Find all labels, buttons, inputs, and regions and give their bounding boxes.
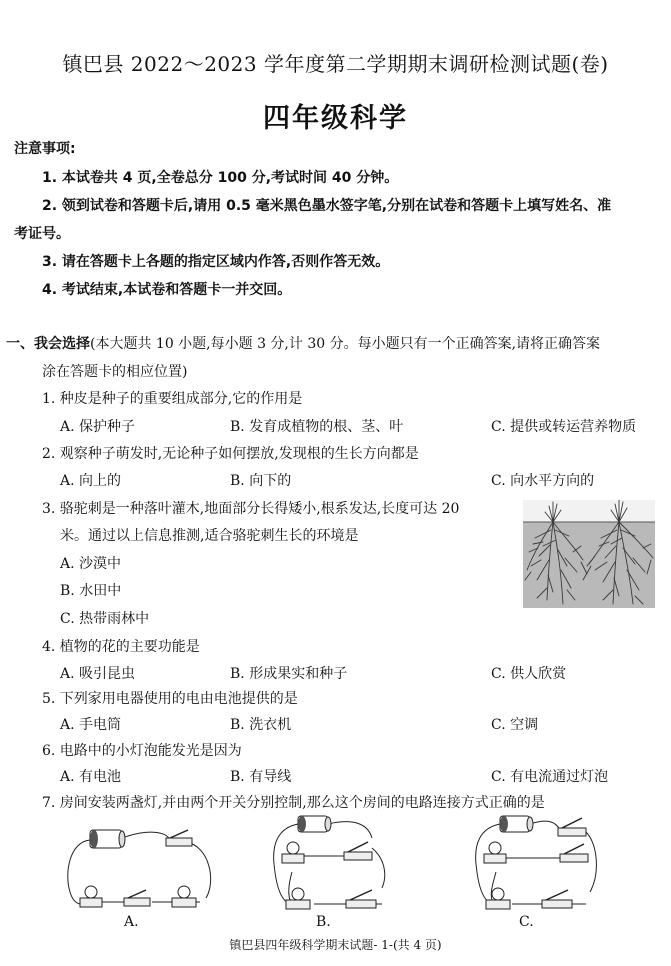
q2-option-a: A. 向上的 bbox=[60, 473, 122, 489]
q7-stem: 7. 房间安装两盏灯,并由两个开关分别控制,那么这个房间的电路连接方式正确的是 bbox=[42, 795, 545, 811]
q6-stem: 6. 电路中的小灯泡能发光是因为 bbox=[42, 743, 242, 759]
q4-stem: 4. 植物的花的主要功能是 bbox=[42, 639, 200, 655]
q2-option-c: C. 向水平方向的 bbox=[491, 473, 595, 489]
q5-option-a: A. 手电筒 bbox=[60, 717, 122, 733]
q3-option-a: A. 沙漠中 bbox=[60, 556, 122, 572]
battery-icon bbox=[500, 816, 533, 832]
bulb-icon bbox=[80, 886, 102, 907]
q2-option-b: B. 向下的 bbox=[230, 473, 292, 489]
q1-option-a: A. 保护种子 bbox=[60, 419, 136, 435]
exam-subject: 四年级科学 bbox=[263, 103, 408, 134]
bulb-icon bbox=[172, 886, 196, 907]
switch-icon bbox=[166, 830, 192, 846]
notice-item-3: 3. 请在答题卡上各题的指定区域内作答,否则作答无效。 bbox=[42, 254, 390, 270]
q3-stem-line1: 3. 骆驼刺是一种落叶灌木,地面部分长得矮小,根系发达,长度可达 20 bbox=[42, 501, 460, 517]
section-heading-bold: 一、我会选择 bbox=[6, 336, 90, 352]
battery-icon bbox=[90, 830, 125, 848]
q7-label-b: B. bbox=[316, 914, 331, 930]
switch-icon bbox=[560, 844, 588, 862]
q3-stem-line2: 米。通过以上信息推测,适合骆驼刺生长的环境是 bbox=[60, 528, 359, 544]
section-heading-rest: (本大题共 10 小题,每小题 3 分,计 30 分。每小题只有一个正确答案,请将正确答案 bbox=[90, 336, 601, 352]
switch-icon bbox=[346, 890, 376, 908]
q1-stem: 1. 种皮是种子的重要组成部分,它的作用是 bbox=[42, 391, 303, 407]
bulb-icon bbox=[282, 842, 304, 863]
notice-item-4: 4. 考试结束,本试卷和答题卡一并交回。 bbox=[42, 282, 292, 298]
q2-stem: 2. 观察种子萌发时,无论种子如何摆放,发现根的生长方向都是 bbox=[42, 446, 419, 462]
switch-icon bbox=[542, 890, 572, 908]
switch-icon bbox=[124, 890, 150, 906]
q5-option-c: C. 空调 bbox=[491, 717, 539, 733]
q7-label-a: A. bbox=[124, 914, 139, 930]
q5-stem: 5. 下列家用电器使用的电由电池提供的是 bbox=[42, 691, 298, 707]
q5-option-b: B. 洗衣机 bbox=[230, 717, 292, 733]
battery-icon bbox=[298, 816, 331, 832]
notice-heading: 注意事项: bbox=[14, 141, 76, 157]
q7-label-c: C. bbox=[519, 914, 534, 930]
circuit-diagram-b bbox=[264, 814, 404, 914]
circuit-diagram-c bbox=[466, 814, 606, 914]
bulb-icon bbox=[484, 842, 506, 863]
q4-option-b: B. 形成果实和种子 bbox=[230, 666, 348, 682]
camel-thorn-roots-image bbox=[523, 500, 655, 608]
page-footer: 镇巴县四年级科学期末试题- 1-(共 4 页) bbox=[229, 938, 442, 952]
q6-option-a: A. 有电池 bbox=[60, 769, 122, 785]
notice-item-2-cont: 考证号。 bbox=[14, 226, 70, 242]
exam-title: 镇巴县 2022～2023 学年度第二学期期末调研检测试题(卷) bbox=[62, 52, 609, 76]
circuit-diagram-a bbox=[60, 822, 220, 912]
q3-option-c: C. 热带雨林中 bbox=[60, 611, 150, 627]
switch-icon bbox=[344, 842, 372, 860]
q3-option-b: B. 水田中 bbox=[60, 583, 122, 599]
q6-option-c: C. 有电流通过灯泡 bbox=[491, 769, 609, 785]
section-heading bbox=[6, 333, 600, 353]
notice-item-2: 2. 领到试卷和答题卡后,请用 0.5 毫米黑色墨水签字笔,分别在试卷和答题卡上填写姓名、准 bbox=[42, 198, 612, 214]
notice-item-1: 1. 本试卷共 4 页,全卷总分 100 分,考试时间 40 分钟。 bbox=[42, 170, 399, 186]
bulb-icon bbox=[486, 888, 510, 909]
q1-option-c: C. 提供或转运营养物质 bbox=[491, 419, 637, 435]
q6-option-b: B. 有导线 bbox=[230, 769, 292, 785]
q4-option-a: A. 吸引昆虫 bbox=[60, 666, 136, 682]
section-heading-cont: 涂在答题卡的相应位置) bbox=[42, 364, 188, 380]
switch-icon bbox=[558, 818, 586, 836]
q4-option-c: C. 供人欣赏 bbox=[491, 666, 567, 682]
q1-option-b: B. 发育成植物的根、茎、叶 bbox=[230, 419, 404, 435]
